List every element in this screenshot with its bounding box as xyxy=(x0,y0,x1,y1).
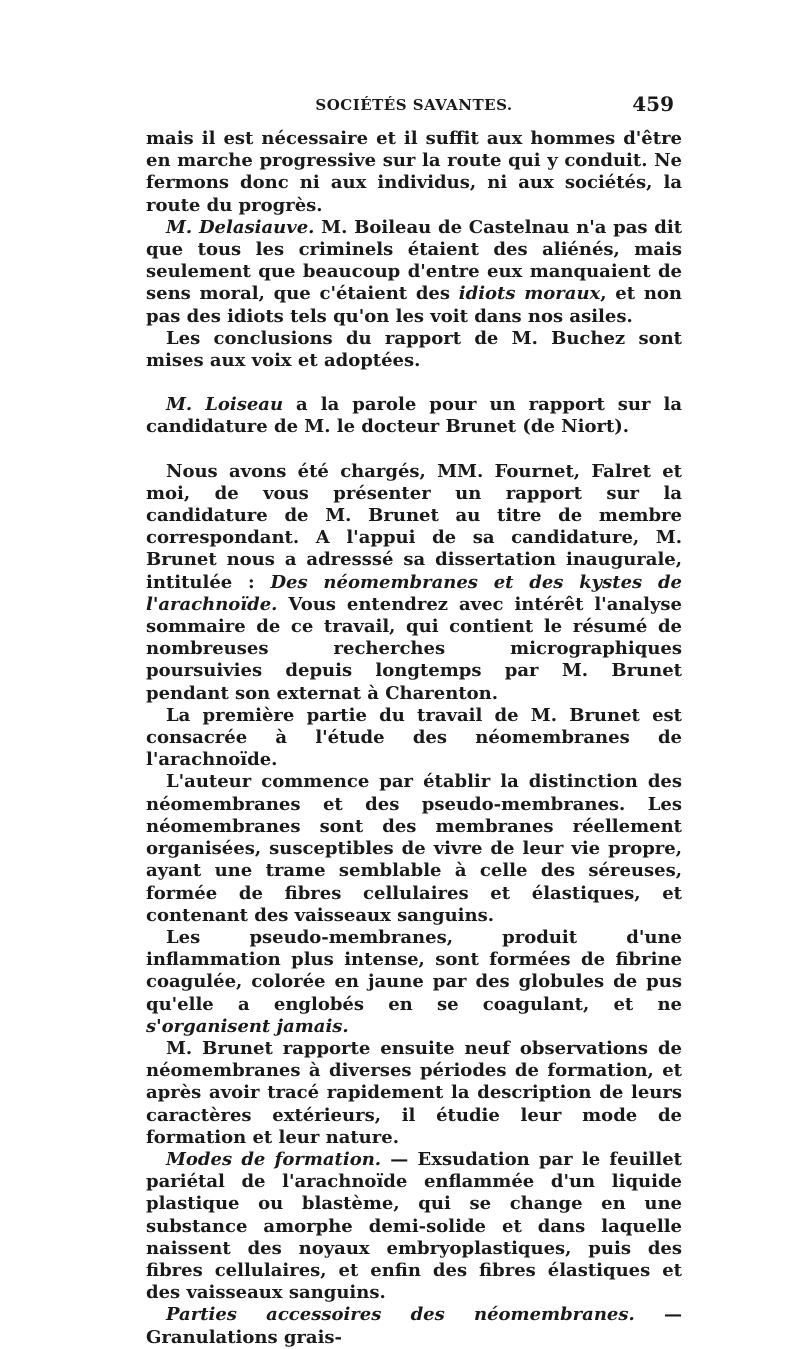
paragraph xyxy=(146,1304,682,1348)
italic-term: s'organisent jamais. xyxy=(146,1015,349,1037)
running-title: SOCIÉTÉS SAVANTES. xyxy=(315,96,513,114)
paragraph xyxy=(146,461,682,705)
text-run: Vous entendrez avec intérêt l'analyse sommaire de ce travail, qui contient le résumé de nombreuses recherches micrographiques poursuivies depuis longtemps par M. Brunet pendant son externat à Charenton. xyxy=(146,593,682,704)
paragraph xyxy=(146,394,682,438)
section-heading: Modes de formation. xyxy=(166,1148,382,1170)
page-number: 459 xyxy=(632,92,674,116)
page-header xyxy=(146,92,682,122)
paragraph xyxy=(146,705,682,772)
paragraph xyxy=(146,927,682,1038)
text-run: — Granulations grais- xyxy=(146,1304,682,1348)
text-run: L'auteur commence par établir la distinction des néomembranes et des pseudo-membranes. Les néomembranes sont des membranes réellement organisées, susceptibles de vivre de leur vie propre, ayant une trame semblable à celle des séreuses, formée de fibres cellulaires et élastiques, et contenant des vaisseaux sanguins. xyxy=(146,771,682,926)
text-run: M. Boileau de Castelnau n'a pas dit que tous les criminels étaient des aliénés, mais seulement que beaucoup d'entre eux manquaient de sens moral, que c'étaient des xyxy=(146,216,683,305)
section-heading: Parties accessoires des néomembranes. xyxy=(166,1304,635,1326)
text-run: Les pseudo-membranes, produit d'une inflammation plus intense, sont formées de fibrine coagulée, colorée en jaune par des globules de pus qu'elle a englobés en se coagulant, et ne xyxy=(146,926,682,1015)
text-run: mais il est nécessaire et il suffit aux hommes d'être en marche progressive sur la route qui y conduit. Ne fermons donc ni aux individus, ni aux sociétés, la route du progrès. xyxy=(146,128,682,216)
paragraph xyxy=(146,328,682,372)
paragraph xyxy=(146,128,682,217)
text-run: Les conclusions du rapport de M. Buchez sont mises aux voix et adoptées. xyxy=(146,327,682,372)
speaker-name: M. Delasiauve. xyxy=(166,216,315,238)
paragraph xyxy=(146,771,682,926)
text-run: Nous avons été chargés, MM. Fournet, Falret et moi, de vous présenter un rapport sur la candidature de M. Brunet au titre de membre correspondant. A l'appui de sa candidature, M. Brunet nous a adresssé sa dissertation inaugurale, intitulée : xyxy=(146,460,682,593)
text-run: M. Brunet rapporte ensuite neuf observations de néomembranes à diverses périodes de formation, et après avoir tracé rapidement la description de leurs caractères extérieurs, il étudie leur mode de formation et leur nature. xyxy=(146,1037,682,1148)
italic-term: idiots moraux xyxy=(458,283,601,305)
text-run: a la parole pour un rapport sur la candidature de M. le docteur Brunet (de Niort). xyxy=(146,394,682,438)
paragraph xyxy=(146,1038,682,1149)
paragraph xyxy=(146,1149,682,1304)
dissertation-title: Des néomembranes et des kystes de l'arachnoïde. xyxy=(146,571,682,615)
text-run: La première partie du travail de M. Brunet est consacrée à l'étude des néomembranes de l'arachnoïde. xyxy=(146,704,682,771)
paragraph xyxy=(146,217,682,328)
speaker-name: M. Loiseau xyxy=(166,394,284,416)
body-text xyxy=(146,128,682,1349)
text-run: — Exsudation par le feuillet pariétal de l'arachnoïde enflammée d'un liquide plastique ou blastème, qui se change en une substance amorphe demi-solide et dans laquelle naissent des noyaux embryoplastiques, puis des fibres cellulaires, et enfin des fibres élastiques et des vaisseaux sanguins. xyxy=(146,1148,682,1304)
text-run: , et non pas des idiots tels qu'on les voit dans nos asiles. xyxy=(146,283,683,327)
